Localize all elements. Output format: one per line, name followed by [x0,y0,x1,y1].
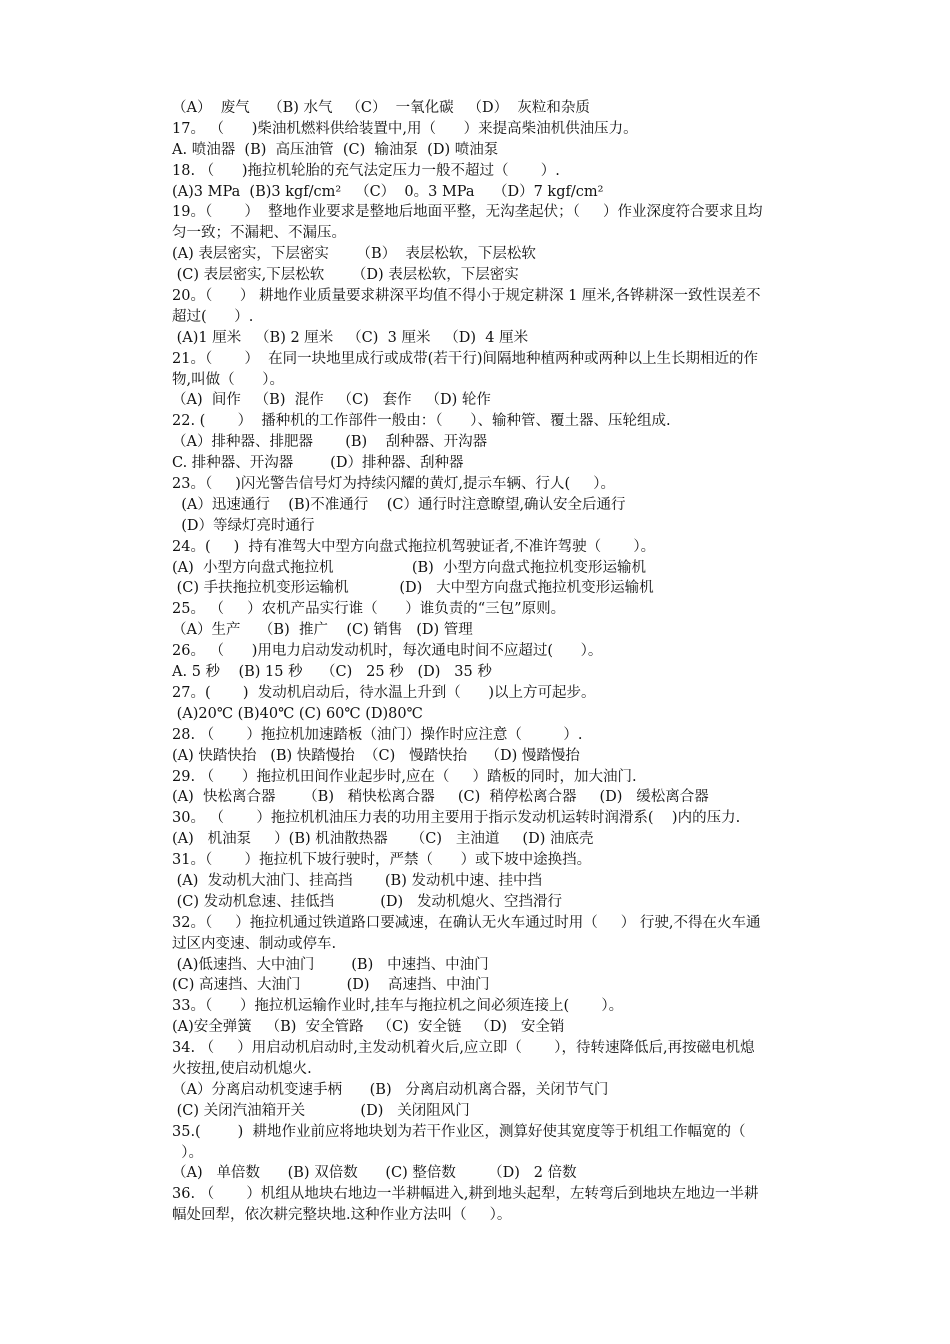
question-25: 25。 （ ）农机产品实行谁（ ）谁负责的“三包”原则。 [172,601,566,618]
options-28: (A) 快踏快抬 (B) 快踏慢抬 （C) 慢踏快抬 （D) 慢踏慢抬 [172,747,580,764]
question-22: 22. ( ） 播种机的工作部件一般由：（ ）、输种管、覆土器、压轮组成. [172,413,671,430]
options-31b: (C) 发动机怠速、挂低挡 (D) 发动机熄火、空挡滑行 [172,893,562,910]
options-17: A. 喷油器 (B) 高压油管 (C) 输油泵 (D) 喷油泵 [172,141,499,158]
question-19: 19。（ ） 整地作业要求是整地后地面平整，无沟垄起伏；（ ）作业深度符合要求且均 [172,204,763,221]
exam-page [172,98,872,1226]
options-32b: (C) 高速挡、大油门 (D) 高速挡、中油门 [172,977,490,994]
options-24b: (C) 手扶拖拉机变形运输机 (D) 大中型方向盘式拖拉机变形运输机 [172,580,654,597]
options-29: (A) 快松离合器 （B) 稍快松离合器 (C) 稍停松离合器 (D) 缓松离合器 [172,789,709,806]
text-line: （A） 废气 （B) 水气 （C） 一氧化碳 （D） 灰粒和杂质 [172,100,590,116]
question-17: 17。 （ )柴油机燃料供给装置中,用（ ）来提高柴油机供油压力。 [172,120,638,137]
question-23: 23。（ )闪光警告信号灯为持续闪耀的黄灯,提示车辆、行人( ）。 [172,476,615,493]
options-34b: (C) 关闭汽油箱开关 (D) 关闭阻风门 [172,1102,470,1119]
question-36: 36. （ ）机组从地块右地边一半耕幅进入,耕到地头起犁，左转弯后到地块左地边一半耕 [172,1186,759,1203]
question-32-cont: 过区内变速、制动或停车. [172,935,337,952]
question-21: 21。（ ） 在同一块地里成行或成带(若干行)间隔地种植两种或两种以上生长期相近的作 [172,350,758,367]
options-27: (A)20℃ (B)40℃ (C) 60℃ (D)80℃ [172,705,423,722]
options-31a: (A) 发动机大油门、挂高挡 (B) 发动机中速、挂中挡 [172,872,542,889]
options-34a: （A）分离启动机变速手柄 (B) 分离启动机离合器，关闭节气门 [172,1081,609,1098]
question-34: 34. （ ）用启动机启动时,主发动机着火后,应立即（ ），待转速降低后,再按磁电机熄 [172,1040,755,1057]
options-35: （A) 单倍数 (B) 双倍数 (C) 整倍数 （D) 2 倍数 [172,1165,577,1182]
options-25: （A）生产 （B) 推广 (C) 销售 (D) 管理 [172,622,473,639]
options-21: （A) 间作 （B) 混作 （C) 套作 （D) 轮作 [172,392,491,409]
options-19b: (C) 表层密实,下层松软 （D) 表层松软，下层密实 [172,267,519,284]
options-18: (A)3 MPa (B)3 kgf/cm² （C） 0。3 MPa （D）7 kgf/cm² [172,183,604,200]
options-19a: (A) 表层密实，下层密实 （B） 表层松软，下层松软 [172,246,536,263]
options-30: (A) 机油泵 ）(B) 机油散热器 （C) 主油道 (D) 油底壳 [172,831,594,848]
question-31: 31。（ ）拖拉机下坡行驶时，严禁（ ）或下坡中途换挡。 [172,852,592,869]
options-32a: (A)低速挡、大中油门 (B) 中速挡、中油门 [172,956,489,973]
options-26: A. 5 秒 (B) 15 秒 （C) 25 秒 (D) 35 秒 [172,664,492,681]
options-20: (A)1 厘米 （B) 2 厘米 （C) 3 厘米 （D) 4 厘米 [172,329,529,346]
question-29: 29. （ ）拖拉机田间作业起步时,应在（ ）踏板的同时，加大油门. [172,768,637,785]
options-22b: C. 排种器、开沟器 (D）排种器、刮种器 [172,455,464,472]
options-23a: (A）迅速通行 (B)不准通行 (C）通行时注意瞭望,确认安全后通行 [172,496,626,513]
question-30: 30。 （ ）拖拉机机油压力表的功用主要用于指示发动机运转时润滑系( )内的压力. [172,810,741,827]
question-19-cont: 匀一致；不漏耙、不漏压。 [172,225,346,242]
question-21-cont: 物,叫做（ ）。 [172,371,285,388]
question-34-cont: 火按扭,使启动机熄火. [172,1060,312,1077]
options-22a: （A）排种器、排肥器 (B) 刮种器、开沟器 [172,434,488,451]
question-28: 28. （ ）拖拉机加速踏板（油门）操作时应注意（ ）. [172,726,583,743]
question-35: 35.( ) 耕地作业前应将地块划为若干作业区，测算好使其宽度等于机组工作幅宽的（ [172,1123,746,1140]
options-23b: (D）等绿灯亮时通行 [172,517,315,534]
question-24: 24。( ) 持有准驾大中型方向盘式拖拉机驾驶证者,不准许驾驶（ ）。 [172,538,656,555]
question-18: 18. （ )拖拉机轮胎的充气法定压力一般不超过（ ）. [172,162,560,179]
question-20-cont: 超过( ）. [172,308,254,325]
question-36-cont: 幅处回犁，依次耕完整块地.这种作业方法叫（ ）。 [172,1207,512,1224]
question-32: 32。（ ）拖拉机通过铁道路口要减速，在确认无火车通过时用（ ） 行驶,不得在火车通 [172,914,761,931]
question-27: 27。( ) 发动机启动后，待水温上升到（ )以上方可起步。 [172,684,596,701]
options-24a: (A) 小型方向盘式拖拉机 (B) 小型方向盘式拖拉机变形运输机 [172,559,647,576]
question-35-cont: ）。 [172,1144,203,1161]
question-26: 26。 （ )用电力启动发动机时，每次通电时间不应超过( ）。 [172,643,603,660]
question-33: 33。（ ）拖拉机运输作业时,挂车与拖拉机之间必须连接上( ）。 [172,998,624,1015]
question-20: 20。（ ） 耕地作业质量要求耕深平均值不得小于规定耕深 1 厘米,各铧耕深一致性误差不 [172,288,761,305]
options-33: (A)安全弹簧 （B) 安全管路 （C) 安全链 （D) 安全销 [172,1019,565,1036]
